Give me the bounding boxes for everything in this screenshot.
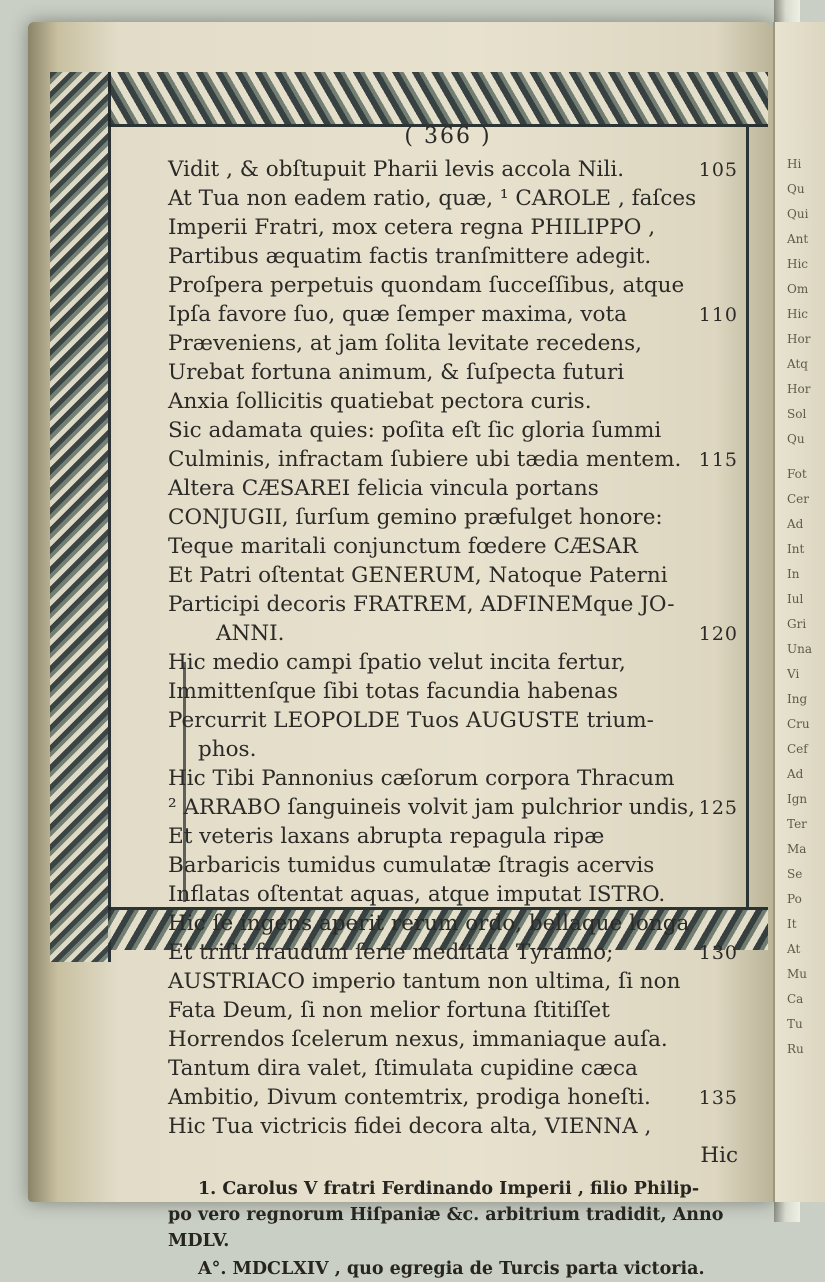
- verse-line: ANNI. 120: [216, 621, 738, 646]
- verse-line: ² ARRABO ſanguineis volvit jam pulchrior undis, 125: [168, 795, 738, 820]
- next-page-fragment: At: [787, 942, 801, 956]
- next-page-fragment: Hic: [787, 307, 809, 321]
- next-page-fragment: Ad: [787, 517, 804, 531]
- footnote-line: A°. MDCLXIV , quo egregia de Turcis parta victoria.: [198, 1259, 705, 1279]
- next-page-fragment: Iul: [787, 592, 804, 606]
- line-number: 135: [698, 1087, 738, 1109]
- verse-line: Teque maritali conjunctum fœdere CÆSAR: [168, 534, 638, 559]
- next-page-fragment: Cer: [787, 492, 810, 506]
- verse-line: Et veteris laxans abrupta repagula ripæ: [168, 824, 605, 849]
- verse-line: Fata Deum, ſi non melior fortuna ſtitiſſet: [168, 998, 610, 1023]
- next-page-fragment: Gri: [787, 617, 807, 631]
- next-page-fragment: Po: [787, 892, 802, 906]
- verse-line: Culminis, infractam ſubiere ubi tædia mentem. 115: [168, 447, 738, 472]
- verse-line: Inflatas oſtentat aquas, atque imputat ISTRO.: [168, 882, 666, 907]
- verse-line: Ipſa favore ſuo, quæ ſemper maxima, vota 110: [168, 302, 738, 327]
- next-page-fragment: Ter: [787, 817, 807, 831]
- verse-line: Altera CÆSAREI felicia vincula portans: [168, 476, 599, 501]
- next-page-fragment: Om: [787, 282, 809, 296]
- next-page-fragment: Qu: [787, 432, 805, 446]
- ornamental-border-right: [746, 124, 749, 910]
- verse-line: Barbaricis tumidus cumulatæ ſtragis acervis: [168, 853, 655, 878]
- verse-line: Imperii Fratri, mox cetera regna PHILIPPO ,: [168, 215, 656, 240]
- line-number: 130: [698, 942, 738, 964]
- next-page-fragment: Atq: [787, 357, 808, 371]
- next-page-fragment: Ad: [787, 767, 804, 781]
- line-number: 110: [698, 304, 738, 326]
- next-page-fragment: Hi: [787, 157, 802, 171]
- next-page-fragment: Sol: [787, 407, 807, 421]
- ornamental-border-top: [108, 72, 768, 127]
- next-page-fragment: Hic: [787, 257, 809, 271]
- verse-line: Hic medio campi ſpatio velut incita fertur,: [168, 650, 626, 675]
- page-number: ( 366 ): [404, 124, 492, 149]
- next-page-fragment: Cru: [787, 717, 810, 731]
- footnote-line: 1. Carolus V fratri Ferdinando Imperii , filio Philip-: [198, 1179, 700, 1199]
- line-number: 115: [698, 449, 738, 471]
- verse-line: Hic Tua victricis fidei decora alta, VIENNA ,: [168, 1114, 652, 1139]
- footnote-line: MDLV.: [168, 1231, 230, 1251]
- line-number: 125: [698, 797, 738, 819]
- next-page-fragment: Ant: [787, 232, 809, 246]
- verse-line: Ambitio, Divum contemtrix, prodiga honeſti. 135: [168, 1085, 738, 1110]
- verse-line: Præveniens, at jam ſolita levitate recedens,: [168, 331, 643, 356]
- next-page-fragment: Hor: [787, 332, 811, 346]
- next-page-fragment: Qu: [787, 182, 805, 196]
- verse-line: CONJUGII, ſurſum gemino præfulget honore:: [168, 505, 663, 530]
- ornamental-border-left: [50, 72, 111, 962]
- verse-line: Vidit , & obſtupuit Pharii levis accola Nili. 105: [168, 157, 738, 182]
- next-page-fragment: Fot: [787, 467, 807, 481]
- next-page-fragment: Ign: [787, 792, 808, 806]
- next-page-edge: [773, 22, 825, 1202]
- verse-line: At Tua non eadem ratio, quæ, ¹ CAROLE , faſces: [168, 186, 697, 211]
- line-number: 105: [698, 159, 738, 181]
- next-page-fragment: Ing: [787, 692, 808, 706]
- verse-line: phos.: [198, 737, 257, 762]
- next-page-fragment: Se: [787, 867, 803, 881]
- verse-line: Urebat fortuna animum, & ſuſpecta futuri: [168, 360, 625, 385]
- verse-line: Anxia ſollicitis quatiebat pectora curis.: [168, 389, 592, 414]
- verse-line: Immittenſque ſibi totas facundia habenas: [168, 679, 618, 704]
- verse-line: Tantum dira valet, ſtimulata cupidine cæca: [168, 1056, 638, 1081]
- verse-line: Percurrit LEOPOLDE Tuos AUGUSTE trium-: [168, 708, 654, 733]
- catchword: Hic: [700, 1143, 738, 1168]
- next-page-fragment: Ca: [787, 992, 804, 1006]
- book-page: [28, 22, 812, 1279]
- verse-line: Hic ſe ingens aperit rerum ordo, bellaque longa: [168, 911, 690, 936]
- next-page-fragment: Una: [787, 642, 812, 656]
- line-number: 120: [698, 623, 738, 645]
- next-page-fragment: Cef: [787, 742, 808, 756]
- verse-line: Partibus æquatim factis tranſmittere adegit.: [168, 244, 652, 269]
- verse-line: AUSTRIACO imperio tantum non ultima, ſi non: [168, 969, 681, 994]
- verse-line: Et Patri oſtentat GENERUM, Natoque Paterni: [168, 563, 668, 588]
- verse-line: Participi decoris FRATREM, ADFINEMque JO-: [168, 592, 675, 617]
- next-page-fragment: Ma: [787, 842, 807, 856]
- verse-line: Horrendos ſcelerum nexus, immaniaque auſa.: [168, 1027, 668, 1052]
- next-page-fragment: In: [787, 567, 800, 581]
- next-page-fragment: It: [787, 917, 797, 931]
- verse-line: Et triſti fraudum ſerie meditata Tyranno; 130: [168, 940, 738, 965]
- verse-line: Sic adamata quies: poſita eſt ſic gloria ſummi: [168, 418, 662, 443]
- verse-line: Hic Tibi Pannonius cæſorum corpora Thracum: [168, 766, 675, 791]
- verse-line: Proſpera perpetuis quondam ſucceſſibus, atque: [168, 273, 685, 298]
- footnote-line: po vero regnorum Hiſpaniæ &c. arbitrium tradidit, Anno: [168, 1205, 724, 1225]
- next-page-fragment: Hor: [787, 382, 811, 396]
- next-page-fragment: Vi: [787, 667, 800, 681]
- next-page-fragment: Int: [787, 542, 805, 556]
- next-page-fragment: Qui: [787, 207, 809, 221]
- next-page-fragment: Ru: [787, 1042, 804, 1056]
- next-page-fragment: Tu: [787, 1017, 803, 1031]
- next-page-fragment: Mu: [787, 967, 808, 981]
